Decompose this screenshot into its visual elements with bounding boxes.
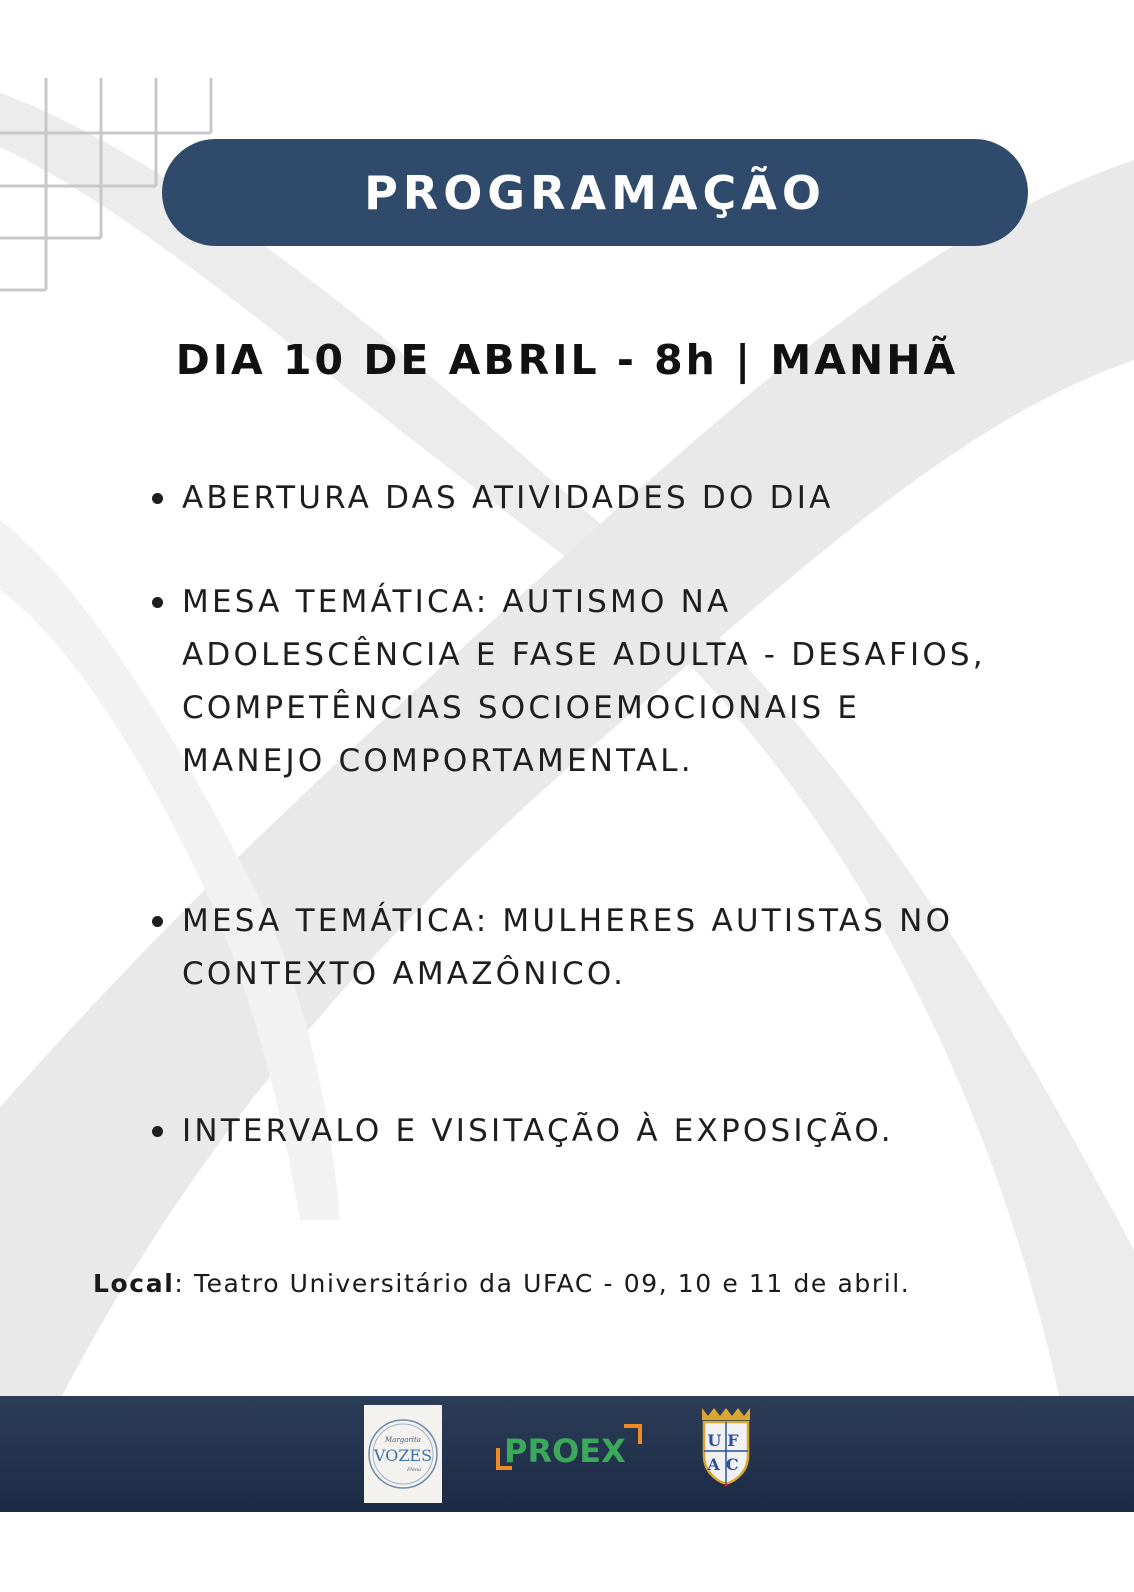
vozes-logo-mark (364, 1405, 442, 1503)
agenda-item-text: MESA TEMÁTICA: AUTISMO NA ADOLESCÊNCIA E FASE ADULTA - DESAFIOS, COMPETÊNCIAS SOCIOEMOCIONAIS E MANEJO COMPORTAMENTAL. (182, 584, 986, 779)
agenda-item (150, 895, 1002, 1001)
bullet-icon (152, 597, 163, 608)
location-label: Local (93, 1269, 175, 1298)
vozes-logo-bottom: Plena (406, 1467, 422, 1473)
ufac-crest-bottom: AC (707, 1455, 745, 1474)
agenda-item (150, 472, 1002, 525)
agenda-item-text: INTERVALO E VISITAÇÃO À EXPOSIÇÃO. (182, 1113, 894, 1149)
bullet-icon (152, 916, 163, 927)
bullet-icon (152, 493, 163, 504)
day-heading: DIA 10 DE ABRIL - 8h | MANHÃ (175, 336, 959, 384)
ufac-crest (694, 1404, 758, 1490)
location-line (93, 1269, 1093, 1298)
ufac-crest-top: UF (707, 1431, 745, 1450)
vozes-logo-top: Margarita (385, 1436, 421, 1444)
location-text: : Teatro Universitário da UFAC - 09, 10 e 11 de abril. (174, 1269, 911, 1298)
agenda-item-text: MESA TEMÁTICA: MULHERES AUTISTAS NO CONTEXTO AMAZÔNICO. (182, 903, 954, 992)
page-title: PROGRAMAÇÃO (364, 165, 826, 220)
vozes-logo (364, 1405, 442, 1503)
agenda-item (150, 1105, 1002, 1158)
title-banner (162, 139, 1028, 246)
proex-logo-text: PROEX (504, 1432, 626, 1470)
proex-logo (490, 1418, 650, 1480)
agenda-item-text: ABERTURA DAS ATIVIDADES DO DIA (182, 480, 834, 516)
agenda-item (150, 576, 1002, 788)
vozes-logo-main: VOZES (373, 1446, 433, 1465)
bullet-icon (152, 1126, 163, 1137)
